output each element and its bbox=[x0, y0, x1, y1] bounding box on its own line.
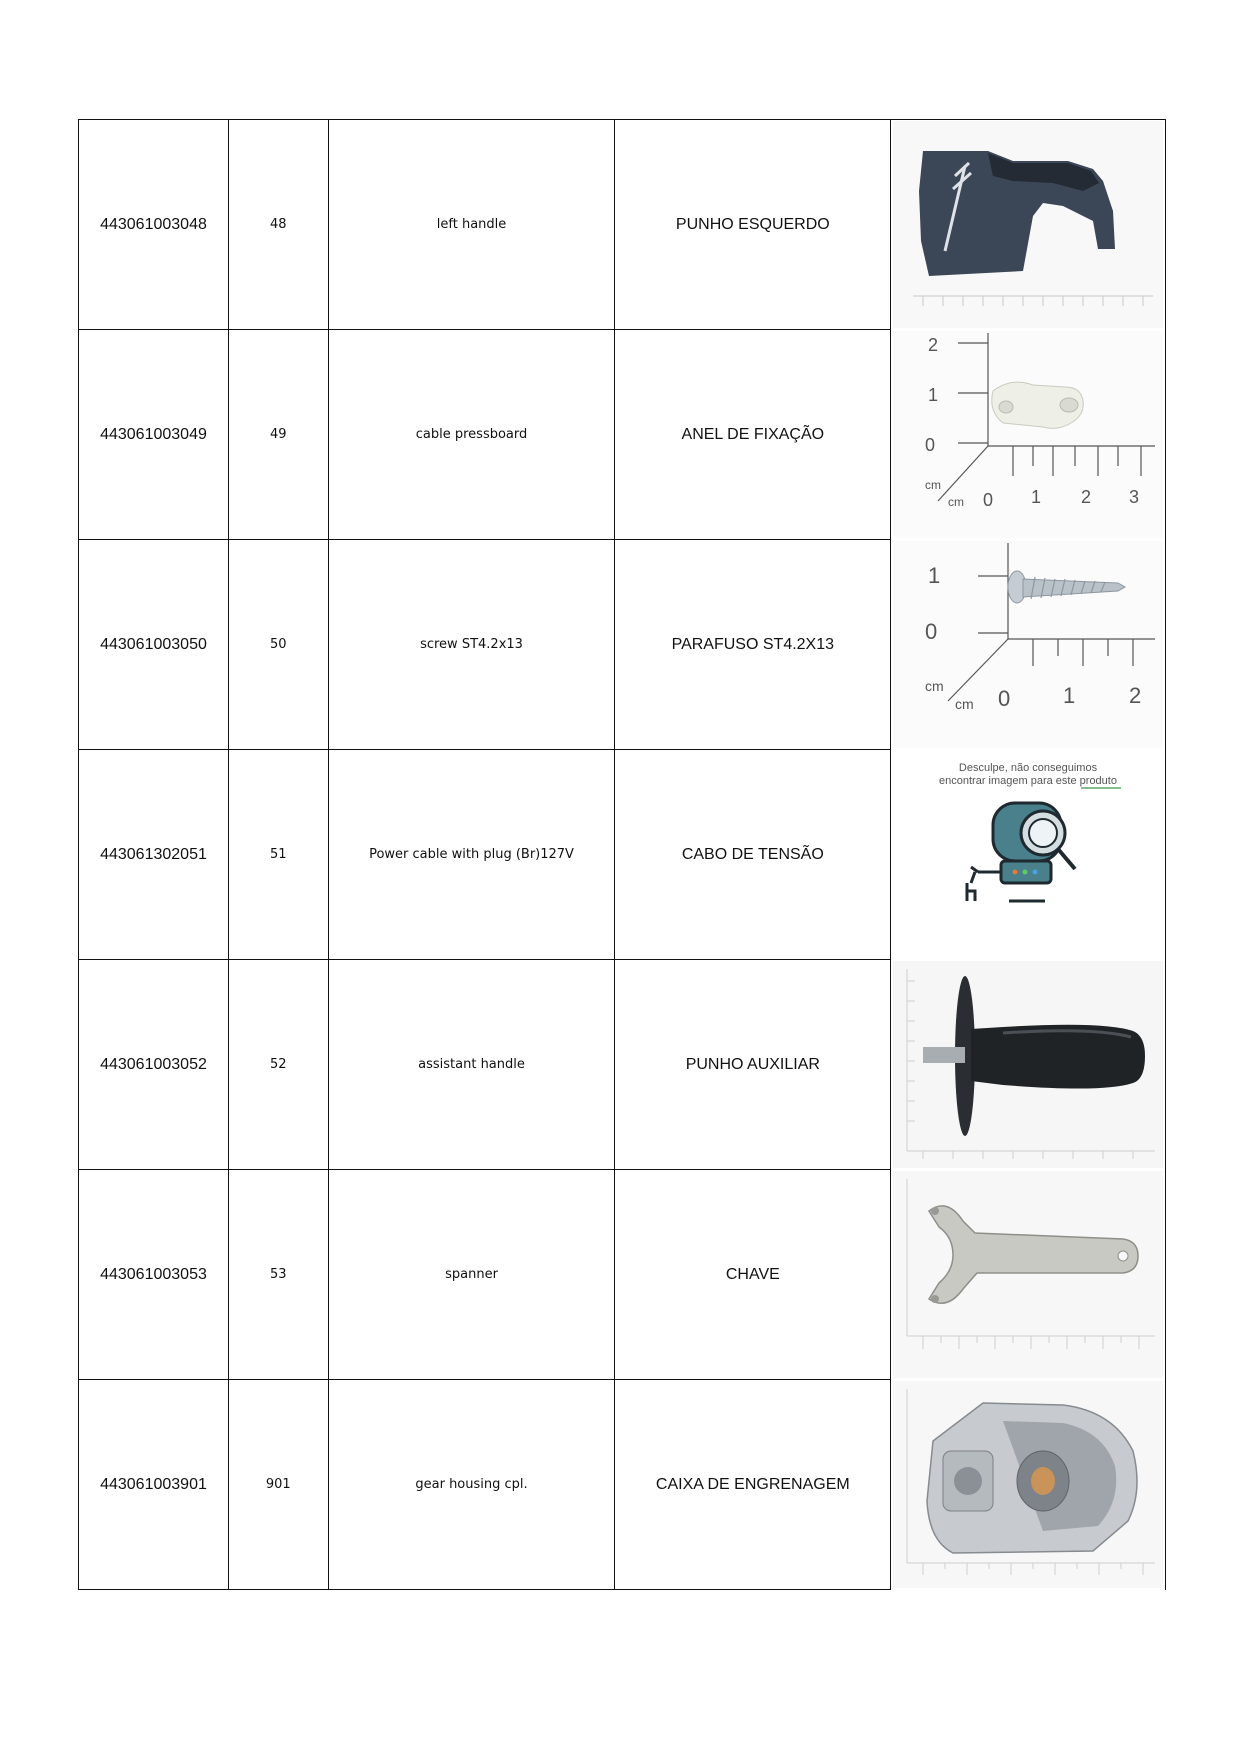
part-description-pt: PUNHO AUXILIAR bbox=[615, 960, 891, 1170]
part-image-cell bbox=[891, 540, 1166, 750]
part-image-cell bbox=[891, 960, 1166, 1170]
gear-housing-photo bbox=[893, 1381, 1163, 1588]
scale-unit-label: cm bbox=[925, 478, 942, 492]
part-description-en: spanner bbox=[328, 1170, 615, 1380]
part-code: 443061003050 bbox=[79, 540, 229, 750]
part-description-en: screw ST4.2x13 bbox=[328, 540, 615, 750]
part-image-cell bbox=[891, 120, 1166, 330]
part-description-pt: CHAVE bbox=[615, 1170, 891, 1380]
part-description-pt: ANEL DE FIXAÇÃO bbox=[615, 330, 891, 540]
part-image-cell bbox=[891, 1170, 1166, 1380]
image-not-found-placeholder bbox=[893, 751, 1163, 958]
part-description-en: cable pressboard bbox=[328, 330, 615, 540]
part-description-en: Power cable with plug (Br)127V bbox=[328, 750, 615, 960]
scale-x-label: 2 bbox=[1129, 683, 1142, 708]
scale-y-label: 0 bbox=[925, 435, 936, 455]
placeholder-text-line1: Desculpe, não conseguimos bbox=[958, 762, 1098, 774]
part-description-en: gear housing cpl. bbox=[328, 1380, 615, 1590]
scale-y-label: 1 bbox=[928, 385, 939, 405]
part-ref-number: 901 bbox=[228, 1380, 328, 1590]
part-code: 443061003053 bbox=[79, 1170, 229, 1380]
part-image-cell bbox=[891, 750, 1166, 960]
parts-table bbox=[78, 119, 1166, 1590]
scale-y-label: 2 bbox=[928, 335, 939, 355]
table-row bbox=[79, 120, 1166, 330]
part-ref-number: 49 bbox=[228, 330, 328, 540]
part-description-pt: PUNHO ESQUERDO bbox=[615, 120, 891, 330]
scale-x-label: 1 bbox=[1063, 683, 1076, 708]
table-row bbox=[79, 750, 1166, 960]
table-row bbox=[79, 540, 1166, 750]
part-code: 443061003049 bbox=[79, 330, 229, 540]
part-description-en: assistant handle bbox=[328, 960, 615, 1170]
part-ref-number: 50 bbox=[228, 540, 328, 750]
part-code: 443061003048 bbox=[79, 120, 229, 330]
cable-clamp-photo bbox=[893, 331, 1163, 538]
placeholder-text-line2: encontrar imagem para este produto bbox=[939, 775, 1118, 787]
part-image-cell bbox=[891, 330, 1166, 540]
scale-unit-label: cm bbox=[925, 678, 944, 694]
scale-x-label: 0 bbox=[998, 686, 1011, 711]
scale-x-label: 1 bbox=[1031, 487, 1042, 507]
scale-y-label: 0 bbox=[925, 619, 938, 644]
spanner-photo bbox=[893, 1171, 1163, 1378]
scale-y-label: 1 bbox=[928, 563, 941, 588]
auxiliary-handle-photo bbox=[893, 961, 1163, 1168]
part-description-pt: PARAFUSO ST4.2X13 bbox=[615, 540, 891, 750]
part-ref-number: 52 bbox=[228, 960, 328, 1170]
part-code: 443061003901 bbox=[79, 1380, 229, 1590]
screw-photo bbox=[893, 541, 1163, 748]
part-ref-number: 53 bbox=[228, 1170, 328, 1380]
part-description-pt: CAIXA DE ENGRENAGEM bbox=[615, 1380, 891, 1590]
part-ref-number: 51 bbox=[228, 750, 328, 960]
scale-x-label: 3 bbox=[1129, 487, 1140, 507]
part-description-pt: CABO DE TENSÃO bbox=[615, 750, 891, 960]
part-description-en: left handle bbox=[328, 120, 615, 330]
scale-x-label: 2 bbox=[1081, 487, 1092, 507]
scale-unit-label: cm bbox=[955, 696, 974, 712]
part-code: 443061302051 bbox=[79, 750, 229, 960]
scale-x-label: 0 bbox=[983, 490, 994, 510]
part-code: 443061003052 bbox=[79, 960, 229, 1170]
left-handle-photo bbox=[893, 121, 1163, 328]
table-row bbox=[79, 1380, 1166, 1590]
table-row bbox=[79, 330, 1166, 540]
part-image-cell bbox=[891, 1380, 1166, 1590]
table-row bbox=[79, 1170, 1166, 1380]
part-ref-number: 48 bbox=[228, 120, 328, 330]
scale-unit-label: cm bbox=[948, 495, 965, 509]
table-row bbox=[79, 960, 1166, 1170]
